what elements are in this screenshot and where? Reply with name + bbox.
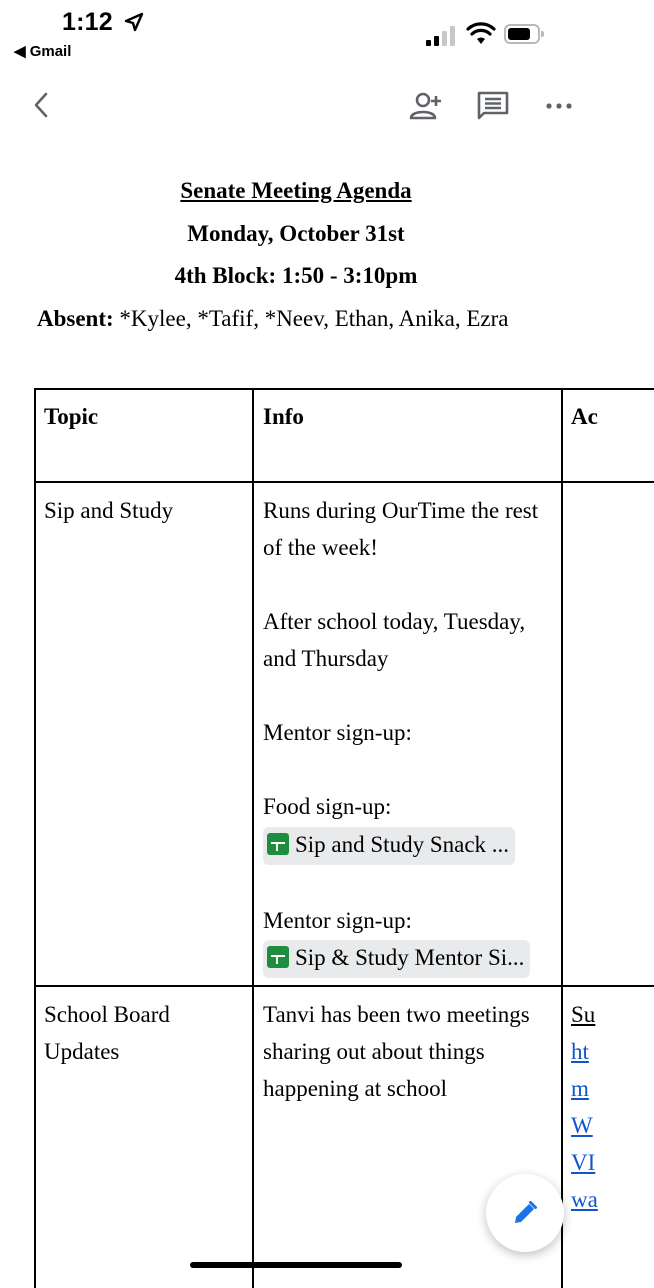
mentor-sheet-chip-label: Sip & Study Mentor Si... — [295, 945, 525, 971]
meeting-date: Monday, October 31st — [187, 221, 405, 246]
row2-action-link5[interactable]: wa — [571, 1187, 598, 1212]
row2-info: Tanvi has been two meetings sharing out about things happening at school — [263, 1002, 530, 1101]
google-sheets-icon — [267, 833, 289, 855]
absent-names: *Kylee, *Tafif, *Neev, Ethan, Anika, Ezra — [113, 306, 509, 331]
header-action: Ac — [571, 404, 598, 429]
edit-fab-button[interactable] — [486, 1174, 564, 1252]
row2-action-line1: Su — [571, 1002, 596, 1027]
row1-topic: Sip and Study — [44, 498, 174, 523]
row1-info-line1: Runs during OurTime the rest of the week! — [263, 498, 539, 560]
meeting-block-time: 4th Block: 1:50 - 3:10pm — [174, 263, 418, 288]
row2-action — [571, 996, 611, 1218]
cellular-signal-icon — [426, 24, 458, 46]
mentor-sheet-chip[interactable] — [263, 940, 530, 978]
location-arrow-icon — [124, 12, 144, 32]
absent-label: Absent: — [37, 306, 114, 331]
header-topic: Topic — [44, 404, 99, 429]
row1-info-line2: After school today, Tuesday, and Thursday — [263, 609, 526, 671]
share-person-add-icon[interactable] — [408, 90, 444, 122]
document-title: Senate Meeting Agenda — [180, 178, 412, 203]
pencil-icon — [512, 1200, 538, 1226]
row1-info — [263, 492, 555, 978]
row1-info-line4: Food sign-up: — [263, 794, 392, 819]
back-to-gmail-link[interactable]: ◀ Gmail — [14, 43, 72, 60]
home-indicator[interactable] — [190, 1262, 402, 1268]
row2-action-link4[interactable]: VI — [571, 1150, 596, 1175]
header-info: Info — [263, 404, 304, 429]
status-time — [62, 8, 144, 37]
row2-action-link1[interactable]: ht — [571, 1039, 589, 1064]
back-icon[interactable] — [30, 90, 54, 120]
battery-icon — [504, 24, 540, 44]
snack-sheet-chip-label: Sip and Study Snack ... — [295, 831, 510, 857]
wifi-icon — [466, 22, 496, 46]
comment-icon[interactable] — [476, 90, 510, 122]
row2-topic: School Board Updates — [44, 1002, 170, 1064]
agenda-table — [34, 388, 654, 1288]
time-text: 1:12 — [62, 8, 113, 36]
more-options-icon[interactable] — [544, 94, 574, 118]
row1-info-line5: Mentor sign-up: — [263, 907, 412, 933]
row1-info-line3: Mentor sign-up: — [263, 720, 412, 745]
snack-sheet-chip[interactable] — [263, 827, 515, 865]
row2-action-link2[interactable]: m — [571, 1076, 589, 1101]
row2-action-link3[interactable]: W — [571, 1113, 593, 1138]
google-sheets-icon — [267, 946, 289, 968]
absent-line — [37, 306, 508, 332]
